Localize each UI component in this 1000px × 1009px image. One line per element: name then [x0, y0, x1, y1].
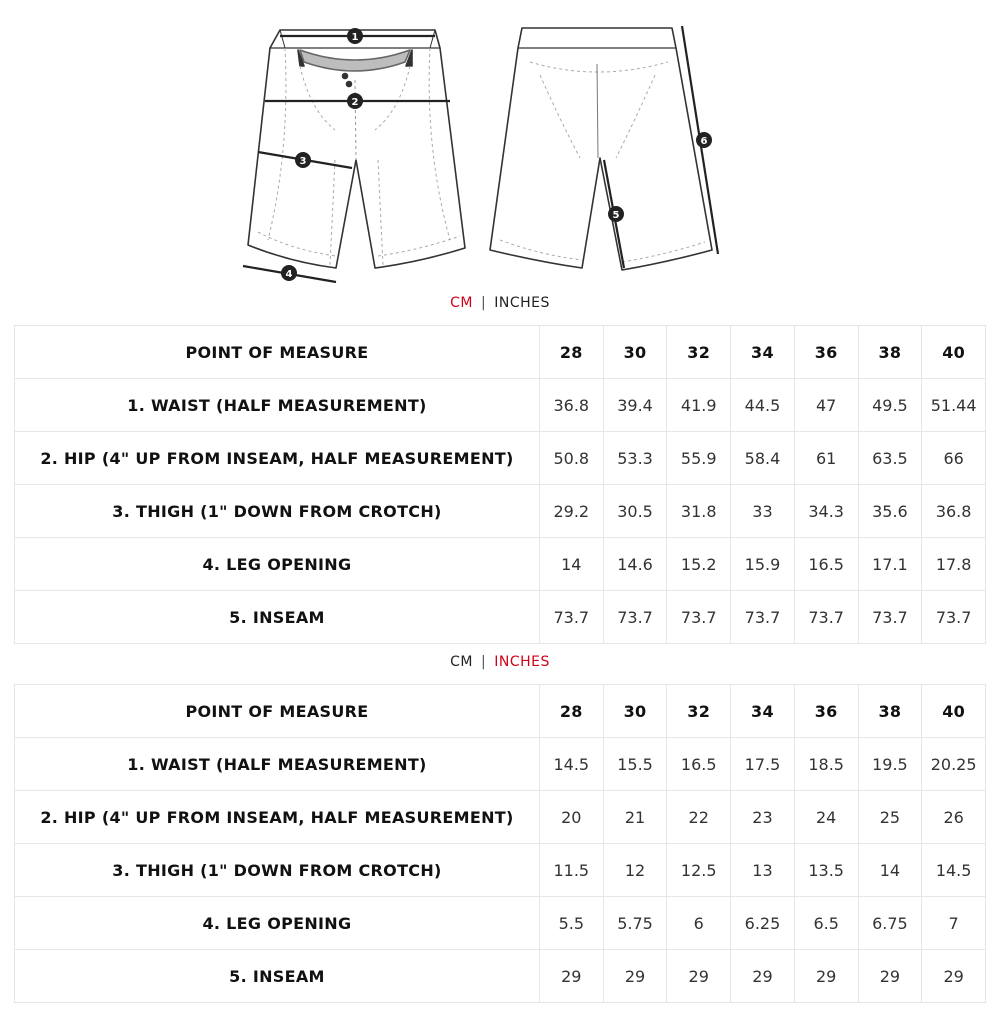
svg-text:2: 2	[351, 97, 359, 108]
svg-text:3: 3	[299, 156, 307, 167]
cell-value: 11.5	[539, 844, 603, 897]
cell-value: 6.25	[731, 897, 795, 950]
header-size: 34	[731, 685, 795, 738]
cell-value: 16.5	[667, 738, 731, 791]
cell-value: 44.5	[731, 379, 795, 432]
unit-separator: |	[481, 654, 487, 670]
table-row	[15, 379, 986, 432]
marker-4	[281, 265, 297, 281]
cell-value: 39.4	[603, 379, 667, 432]
table-header-row	[15, 685, 986, 738]
table-row	[15, 432, 986, 485]
cell-value: 14	[858, 844, 922, 897]
cell-value: 73.7	[731, 591, 795, 644]
cell-value: 19.5	[858, 738, 922, 791]
cell-value: 29.2	[539, 485, 603, 538]
cell-value: 73.7	[667, 591, 731, 644]
cell-value: 14.6	[603, 538, 667, 591]
cell-value: 20.25	[922, 738, 986, 791]
cell-value: 26	[922, 791, 986, 844]
cell-value: 13.5	[794, 844, 858, 897]
cell-value: 73.7	[858, 591, 922, 644]
marker-3	[295, 152, 311, 168]
cell-value: 50.8	[539, 432, 603, 485]
table-row	[15, 844, 986, 897]
marker-6	[696, 132, 712, 148]
cell-value: 15.2	[667, 538, 731, 591]
cell-value: 14.5	[922, 844, 986, 897]
cell-value: 22	[667, 791, 731, 844]
cell-value: 35.6	[858, 485, 922, 538]
table-row	[15, 950, 986, 1003]
table-row	[15, 738, 986, 791]
cell-value: 31.8	[667, 485, 731, 538]
size-chart-cm-table	[14, 325, 986, 644]
header-size: 34	[731, 326, 795, 379]
cell-value: 15.5	[603, 738, 667, 791]
cell-value: 14	[539, 538, 603, 591]
cell-value: 29	[794, 950, 858, 1003]
cell-value: 6	[667, 897, 731, 950]
row-label: 4. LEG OPENING	[15, 897, 540, 950]
cell-value: 30.5	[603, 485, 667, 538]
cell-value: 55.9	[667, 432, 731, 485]
cell-value: 12	[603, 844, 667, 897]
cell-value: 14.5	[539, 738, 603, 791]
cell-value: 17.1	[858, 538, 922, 591]
cell-value: 29	[731, 950, 795, 1003]
row-label: 2. HIP (4" UP FROM INSEAM, HALF MEASUREMENT)	[15, 791, 540, 844]
marker-2	[347, 93, 363, 109]
unit-separator: |	[481, 295, 487, 311]
cell-value: 41.9	[667, 379, 731, 432]
cell-value: 73.7	[922, 591, 986, 644]
row-label: 1. WAIST (HALF MEASUREMENT)	[15, 738, 540, 791]
marker-1	[347, 28, 363, 44]
header-size: 36	[794, 685, 858, 738]
header-size: 28	[539, 326, 603, 379]
cell-value: 36.8	[922, 485, 986, 538]
row-label: 3. THIGH (1" DOWN FROM CROTCH)	[15, 844, 540, 897]
cell-value: 5.75	[603, 897, 667, 950]
cell-value: 34.3	[794, 485, 858, 538]
row-label: 5. INSEAM	[15, 591, 540, 644]
cell-value: 17.8	[922, 538, 986, 591]
cell-value: 7	[922, 897, 986, 950]
header-point-of-measure: POINT OF MEASURE	[15, 685, 540, 738]
cell-value: 12.5	[667, 844, 731, 897]
header-size: 30	[603, 326, 667, 379]
cell-value: 33	[731, 485, 795, 538]
row-label: 1. WAIST (HALF MEASUREMENT)	[15, 379, 540, 432]
header-size: 38	[858, 685, 922, 738]
svg-text:4: 4	[285, 269, 293, 280]
cell-value: 15.9	[731, 538, 795, 591]
cm-tab[interactable]: CM	[450, 654, 473, 670]
table-row	[15, 538, 986, 591]
header-size: 28	[539, 685, 603, 738]
marker-5	[608, 206, 624, 222]
cell-value: 20	[539, 791, 603, 844]
size-chart-inches-table	[14, 684, 986, 1003]
cell-value: 58.4	[731, 432, 795, 485]
cell-value: 61	[794, 432, 858, 485]
row-label: 2. HIP (4" UP FROM INSEAM, HALF MEASUREMENT)	[15, 432, 540, 485]
cell-value: 6.5	[794, 897, 858, 950]
table-row	[15, 897, 986, 950]
back-shorts-illustration	[490, 28, 712, 270]
cell-value: 6.75	[858, 897, 922, 950]
header-size: 32	[667, 685, 731, 738]
cell-value: 29	[603, 950, 667, 1003]
table-row	[15, 791, 986, 844]
cm-tab[interactable]: CM	[450, 295, 473, 311]
cell-value: 51.44	[922, 379, 986, 432]
inches-tab[interactable]: INCHES	[494, 654, 550, 670]
row-label: 3. THIGH (1" DOWN FROM CROTCH)	[15, 485, 540, 538]
cell-value: 53.3	[603, 432, 667, 485]
header-size: 38	[858, 326, 922, 379]
cell-value: 18.5	[794, 738, 858, 791]
cell-value: 29	[539, 950, 603, 1003]
header-point-of-measure: POINT OF MEASURE	[15, 326, 540, 379]
front-shorts-illustration	[248, 30, 465, 268]
svg-text:5: 5	[612, 210, 620, 221]
svg-text:6: 6	[700, 136, 708, 147]
cell-value: 21	[603, 791, 667, 844]
unit-toggle-cm-section	[0, 295, 1000, 311]
cell-value: 25	[858, 791, 922, 844]
cell-value: 63.5	[858, 432, 922, 485]
cell-value: 49.5	[858, 379, 922, 432]
svg-text:1: 1	[351, 32, 359, 43]
cell-value: 29	[922, 950, 986, 1003]
table-row	[15, 591, 986, 644]
header-size: 30	[603, 685, 667, 738]
cell-value: 16.5	[794, 538, 858, 591]
cell-value: 29	[858, 950, 922, 1003]
table-row	[15, 485, 986, 538]
header-size: 32	[667, 326, 731, 379]
unit-toggle-inches-section	[0, 654, 1000, 670]
shorts-measurement-diagram	[0, 0, 1000, 292]
cell-value: 36.8	[539, 379, 603, 432]
header-size: 40	[922, 326, 986, 379]
cell-value: 73.7	[603, 591, 667, 644]
cell-value: 17.5	[731, 738, 795, 791]
row-label: 5. INSEAM	[15, 950, 540, 1003]
header-size: 40	[922, 685, 986, 738]
header-size: 36	[794, 326, 858, 379]
cell-value: 47	[794, 379, 858, 432]
cell-value: 29	[667, 950, 731, 1003]
row-label: 4. LEG OPENING	[15, 538, 540, 591]
cell-value: 13	[731, 844, 795, 897]
cell-value: 24	[794, 791, 858, 844]
cell-value: 66	[922, 432, 986, 485]
table-header-row	[15, 326, 986, 379]
cell-value: 73.7	[539, 591, 603, 644]
cell-value: 73.7	[794, 591, 858, 644]
cell-value: 5.5	[539, 897, 603, 950]
inches-tab[interactable]: INCHES	[494, 295, 550, 311]
cell-value: 23	[731, 791, 795, 844]
